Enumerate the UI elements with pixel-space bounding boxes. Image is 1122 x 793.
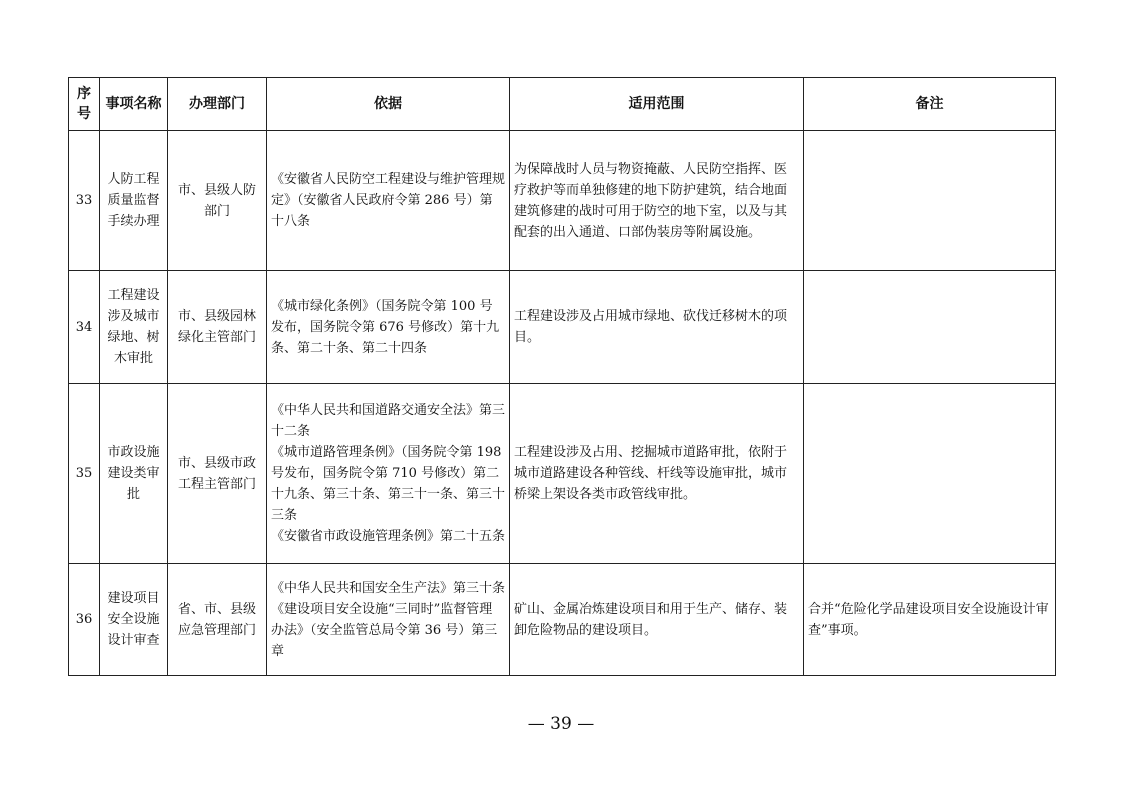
page-number: — 39 —	[527, 714, 595, 734]
row-no: 35	[69, 384, 100, 564]
row-item-name: 市政设施建设类审批	[100, 384, 168, 564]
row-note	[804, 384, 1056, 564]
row-no: 33	[69, 131, 100, 271]
row-note	[804, 131, 1056, 271]
row-dept: 市、县级市政工程主管部门	[168, 384, 267, 564]
header-note: 备注	[804, 78, 1056, 131]
header-basis: 依据	[267, 78, 510, 131]
table-row	[69, 271, 1056, 384]
basis-line: 《城市道路管理条例》（国务院令第 198 号发布，国务院令第 710 号修改）第二十九条、第三十条、第三十一条、第三十三条	[271, 445, 506, 523]
header-name: 事项名称	[100, 78, 168, 131]
row-scope: 工程建设涉及占用、挖掘城市道路审批，依附于城市道路建设各种管线、杆线等设施审批，城市桥梁上架设各类市政管线审批。	[510, 384, 804, 564]
basis-line: 《建设项目安全设施“三同时”监督管理办法》（安全监管总局令第 36 号）第三章	[271, 601, 498, 659]
basis-line: 《安徽省市政设施管理条例》第二十五条	[271, 529, 506, 544]
row-dept: 市、县级园林绿化主管部门	[168, 271, 267, 384]
basis-line: 《中华人民共和国安全生产法》第三十条	[271, 580, 506, 596]
row-basis	[267, 131, 510, 271]
basis-line: 《安徽省人民防空工程建设与维护管理规定》（安徽省人民政府令第 286 号）第十八条	[271, 172, 506, 229]
header-scope: 适用范围	[510, 78, 804, 131]
row-dept: 省、市、县级应急管理部门	[168, 564, 267, 676]
row-dept: 市、县级人防部门	[168, 131, 267, 271]
row-note: 合并“危险化学品建设项目安全设施设计审查”事项。	[804, 564, 1056, 676]
header-dept: 办理部门	[168, 78, 267, 131]
basis-line: 《城市绿化条例》（国务院令第 100 号发布，国务院令第 676 号修改）第十九条、第二十条、第二十四条	[271, 298, 500, 356]
row-scope: 矿山、金属冶炼建设项目和用于生产、储存、装卸危险物品的建设项目。	[510, 564, 804, 676]
table-row	[69, 564, 1056, 676]
basis-line: 《中华人民共和国道路交通安全法》第三十二条	[271, 403, 506, 439]
row-note	[804, 271, 1056, 384]
row-scope: 工程建设涉及占用城市绿地、砍伐迁移树木的项目。	[510, 271, 804, 384]
row-basis	[267, 564, 510, 676]
row-item-name: 工程建设涉及城市绿地、树木审批	[100, 271, 168, 384]
row-scope: 为保障战时人员与物资掩蔽、人民防空指挥、医疗救护等而单独修建的地下防护建筑，结合地面建筑修建的战时可用于防空的地下室，以及与其配套的出入通道、口部伪装房等附属设施。	[510, 131, 804, 271]
items-table	[68, 77, 1056, 676]
header-no: 序号	[69, 78, 100, 131]
row-basis	[267, 271, 510, 384]
row-item-name: 人防工程质量监督手续办理	[100, 131, 168, 271]
header-row	[69, 78, 1056, 131]
table-row	[69, 131, 1056, 271]
row-basis	[267, 384, 510, 564]
table-row	[69, 384, 1056, 564]
row-no: 34	[69, 271, 100, 384]
row-no: 36	[69, 564, 100, 676]
row-item-name: 建设项目安全设施设计审查	[100, 564, 168, 676]
